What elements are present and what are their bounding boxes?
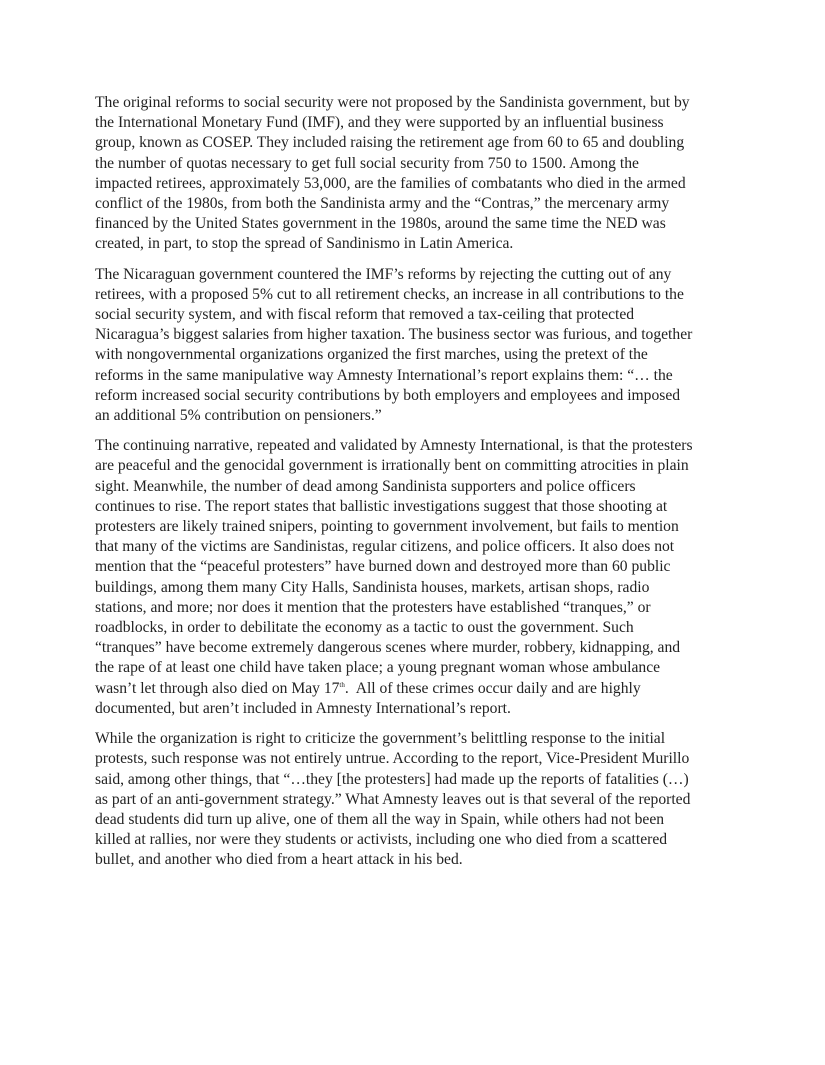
paragraph-1: The original reforms to social security were not proposed by the Sandinista government, but by the International Monetary Fund (IMF), and they were supported by an influential business group, known as COSEP. They included raising the retirement age from 60 to 65 and doubling the number of quotas necessary to get full social security from 750 to 1500. Among the impacted retirees, approximately 53,000, are the families of combatants who died in the armed conflict of the 1980s, from both the Sandinista army and the “Contras,” the mercenary army financed by the United States government in the 1980s, around the same time the NED was created, in part, to stop the spread of Sandinismo in Latin America. xyxy=(95,94,690,253)
paragraph-3-text: The continuing narrative, repeated and validated by Amnesty International, is that the protesters are peaceful and the genocidal government is irrationally bent on committing atrocities in plain sight. Meanwhile, the number of dead among Sandinista supporters and police officers continues to rise. The report states that ballistic investigations suggest that those shooting at protesters are likely trained snipers, pointing to government involvement, but fails to mention that many of the victims are Sandinistas, regular citizens, and police officers. It also does not mention that the “peaceful protesters” have burned down and destroyed more than 60 public buildings, among them many City Halls, Sandinista houses, markets, artisan shops, radio stations, and more; nor does it mention that the protesters have established “tranques,” or roadblocks, in order to debilitate the economy as a tactic to oust the government. Such “tranques” have become extremely dangerous scenes where murder, robbery, kidnapping, and the rape of at least one child have taken place; a young pregnant woman whose ambulance wasn’t let through also died on May 17 xyxy=(95,437,693,697)
paragraph-2: The Nicaraguan government countered the IMF’s reforms by rejecting the cutting out of any retirees, with a proposed 5% cut to all retirement checks, an increase in all contributions to the social security system, and with fiscal reform that removed a tax-ceiling that protected Nicaragua’s biggest salaries from higher taxation. The business sector was furious, and together with nongovernmental organizations organized the first marches, using the pretext of the reforms in the same manipulative way Amnesty International’s report explains them: “… the reform increased social security contributions by both employers and employees and imposed an additional 5% contribution on pensioners.” xyxy=(95,265,693,425)
article-body xyxy=(95,93,695,881)
ordinal-suffix: th xyxy=(339,680,345,689)
paragraph-3 xyxy=(95,436,695,719)
paragraph-3-text-end: . All of these crimes occur daily and are highly documented, but aren’t included in Amnesty International’s report. xyxy=(95,679,641,717)
paragraph-4: While the organization is right to criticize the government’s belittling response to the initial protests, such response was not entirely untrue. According to the report, Vice-President Murillo said, among other things, that “…they [the protesters] had made up the reports of fatalities (…) as part of an anti-government strategy.” What Amnesty leaves out is that several of the reported dead students did turn up alive, one of them all the way in Spain, while others had not been killed at rallies, nor were they students or activists, including one who died from a scattered bullet, and another who died from a heart attack in his bed. xyxy=(95,730,691,869)
